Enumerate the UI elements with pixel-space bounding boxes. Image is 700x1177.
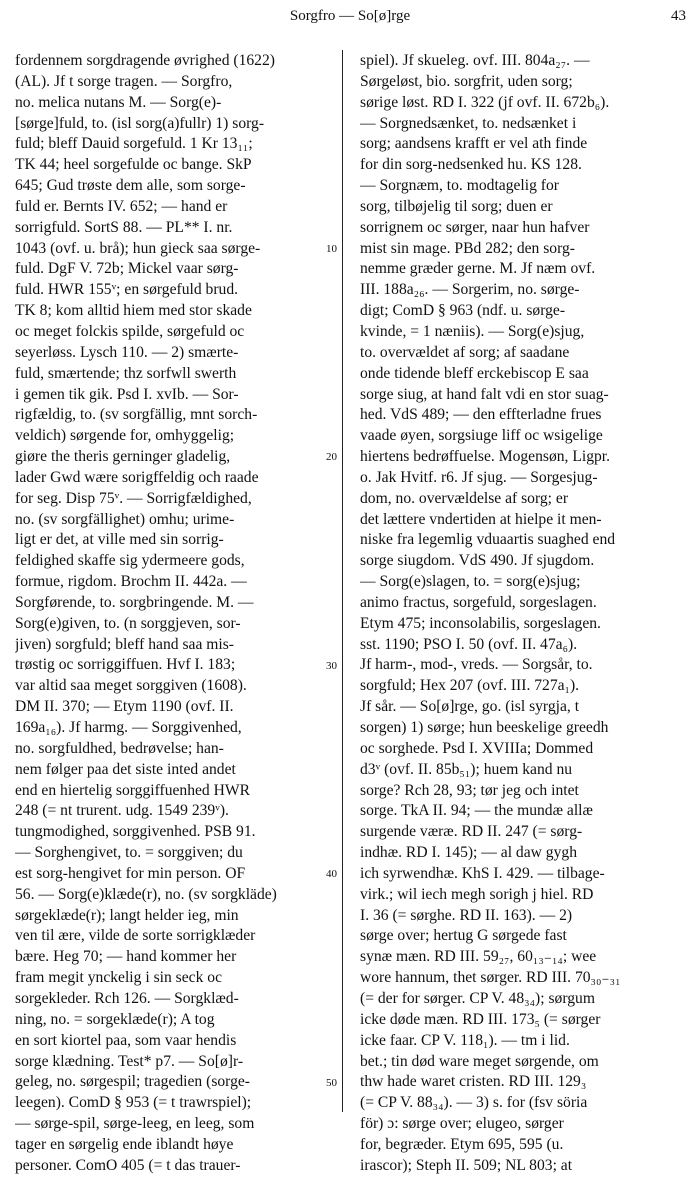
text-line: sorgekleder. Rch 126. — Sorgklæd- <box>15 989 239 1007</box>
text-line: sst. 1190; PSO I. 50 (ovf. II. 47a₆). <box>360 635 578 653</box>
text-line: sorg; aandsens krafft er vel ath finde <box>360 135 588 153</box>
text-line: ven til ære, vilde de sorte sorrigklæder <box>15 927 256 945</box>
text-line: for seg. Disp 75ᵛ. — Sorrigfældighed, <box>15 489 252 507</box>
text-line: fuld. HWR 155ᵛ; en sørgefuld brud. <box>15 281 239 299</box>
text-line: d3ᵛ (ovf. II. 85b₅₁); huem kand nu <box>360 760 573 778</box>
text-line: personer. ComO 405 (= t das trauer- <box>15 1156 241 1174</box>
text-line: leegen). ComD § 953 (= t trawrspiel); <box>15 1094 252 1112</box>
text-line: — Sorgnæm, to. modtagelig for <box>360 177 559 195</box>
text-line: wore hannum, thet sørger. RD III. 70₃₀₋₃₁ <box>360 969 621 987</box>
text-line: kvinde, = 1 næniis). — Sorg(e)sjug, <box>360 322 585 340</box>
text-line: sørige løst. RD I. 322 (jf ovf. II. 672b₆). <box>360 93 610 111</box>
line-number: 40 <box>326 868 337 881</box>
text-line: sorrigfuld. SortS 88. — PL** I. nr. <box>15 218 233 236</box>
text-line: sorgfuld; Hex 207 (ovf. III. 727a₁). <box>360 677 580 695</box>
text-line: en sort kiortel paa, som vaar hendis <box>15 1031 237 1049</box>
text-line: i gemen tik gik. Psd I. xvIb. — Sor- <box>15 385 239 403</box>
text-line: indhæ. RD I. 145); — al daw gygh <box>360 844 577 862</box>
text-line: Sørgeløst, bio. sorgfrit, uden sorg; <box>360 72 573 90</box>
text-line: sørge over; hertug G sørgede fast <box>360 927 567 945</box>
text-line: feldighed skaffe sig ydermeere gods, <box>15 552 245 570</box>
text-line: spiel). Jf skueleg. ovf. III. 804a₂₇. — <box>360 52 590 69</box>
text-line: fuld; bleff Dauid sorgefuld. 1 Kr 13₁₁; <box>15 135 253 153</box>
text-line: fordennem sorgdragende øvrighed (1622) <box>15 52 275 69</box>
text-line: TK 44; heel sorgefulde oc bange. SkP <box>15 156 252 174</box>
text-line: icke faar. CP V. 118₁). — tm i lid. <box>360 1031 570 1049</box>
text-line: nemme græder gerne. M. Jf næm ovf. <box>360 260 596 278</box>
text-line: — Sorg(e)slagen, to. = sorg(e)sjug; <box>360 573 581 591</box>
text-line: no. melica nutans M. — Sorg(e)- <box>15 93 222 111</box>
text-line: DM II. 370; — Etym 1190 (ovf. II. <box>15 698 234 716</box>
text-line: no. sorgfuldhed, bedrøvelse; han- <box>15 739 224 757</box>
text-line: end en hiertelig sorggiffuenhed HWR <box>15 781 251 799</box>
text-line: icke døde mæn. RD III. 173₅ (= sørger <box>360 1010 601 1028</box>
text-line: fuld er. Bernts IV. 652; — hand er <box>15 197 228 215</box>
text-line: trøstig oc sorriggiffuen. Hvf I. 183; <box>15 656 236 674</box>
text-line: seyerløss. Lysch 110. — 2) smærte- <box>15 343 239 361</box>
text-line: Sorg(e)given, to. (n sorggjeven, sor- <box>15 614 241 632</box>
text-line: giøre the theris gerninger gladelig, <box>15 448 231 466</box>
line-number: 50 <box>326 1076 337 1089</box>
text-line: bet.; tin død ware meget sørgende, om <box>360 1052 599 1070</box>
text-line: ning, no. = sorgeklæde(r); A tog <box>15 1010 215 1028</box>
text-line: sørgeklæde(r); langt helder ieg, min <box>15 906 239 924</box>
column-divider <box>342 50 343 1112</box>
text-line: TK 8; kom alltid hiem med stor skade <box>15 302 252 320</box>
text-line: geleg, no. sørgespil; tragedien (sorge- <box>15 1073 251 1091</box>
text-line: sorg, tilbøjelig til sorg; duen er <box>360 197 553 215</box>
text-line: sorge? Rch 28, 93; tør jeg och intet <box>360 781 579 799</box>
text-line: tungmodighed, sorggivenhed. PSB 91. <box>15 823 256 841</box>
text-line: var altid saa meget sorggiven (1608). <box>15 677 247 695</box>
text-line: I. 36 (= sørghe. RD II. 163). — 2) <box>360 906 573 924</box>
line-number: 30 <box>326 659 337 672</box>
text-line: 1043 (ovf. u. brå); hun gieck saa sørge- <box>15 239 261 257</box>
text-line: est sorg-hengivet for min person. OF <box>15 864 246 882</box>
text-line: (= der for sørger. CP V. 48₃₄); sørgum <box>360 989 595 1007</box>
text-line: 248 (= nt trurent. udg. 1549 239ᵛ). <box>15 802 229 820</box>
page-number: 43 <box>671 8 686 24</box>
text-line: sorge siug, at hand falt vdi en stor suag- <box>360 385 609 403</box>
text-line: synæ mæn. RD III. 59₂₇, 60₁₃₋₁₄; wee <box>360 948 597 966</box>
text-line: bære. Heg 70; — hand kommer her <box>15 948 237 966</box>
text-line: 169a₁₆). Jf harmg. — Sorggivenhed, <box>15 719 242 736</box>
text-line: sorge siugdom. VdS 490. Jf sjugdom. <box>360 552 595 570</box>
text-line: irascor); Steph II. 509; NL 803; at <box>360 1156 573 1174</box>
text-line: oc meget folckis spilde, sørgefuld oc <box>15 322 245 340</box>
text-line: det lættere vndertiden at hielpe it men- <box>360 510 602 528</box>
text-line: tager en sørgelig ende iblandt høye <box>15 1135 234 1153</box>
text-line: — Sorghengivet, to. = sorggiven; du <box>15 844 243 862</box>
text-line: för) ɔ: sørge over; elugeo, sørger <box>360 1115 564 1133</box>
text-line: lader Gwd wære sorigffeldig och raade <box>15 468 259 486</box>
text-line: 645; Gud trøste dem alle, som sorge- <box>15 177 246 195</box>
text-line: sorge. TkA II. 94; — the mundæ allæ <box>360 802 593 820</box>
text-line: fram megit ynckelig i sin seck oc <box>15 969 222 987</box>
left-column <box>15 51 333 1177</box>
text-line: rigfældig, to. (sv sorgfällig, mnt sorch- <box>15 406 258 424</box>
text-line: — sørge-spil, sørge-leeg, en leeg, som <box>15 1115 255 1133</box>
text-line: for, begræder. Etym 695, 595 (u. <box>360 1135 564 1153</box>
text-line: hiertens bedrøffuelse. Mogensøn, Ligpr. <box>360 448 611 466</box>
text-line: ligt er det, at ville med sin sorrig- <box>15 531 224 549</box>
text-line: Etym 475; inconsolabilis, sorgeslagen. <box>360 614 601 632</box>
text-line: veldich) sørgende for, omhyggelig; <box>15 427 235 445</box>
text-line: mist sin mage. PBd 282; den sorg- <box>360 239 575 257</box>
text-line: niske fra legemlig vduaartis suaghed end <box>360 531 616 549</box>
text-line: sorgen) 1) sørge; hun beeskelige greedh <box>360 719 609 736</box>
text-line: 56. — Sorg(e)klæde(r), no. (sv sorgkläde) <box>15 885 277 903</box>
right-column <box>360 51 686 1177</box>
text-line: nem følger paa det siste inted andet <box>15 760 236 778</box>
text-line: Jf sår. — So[ø]rge, go. (isl syrgja, t <box>360 698 580 716</box>
text-line: animo fractus, sorgefuld, sorgeslagen. <box>360 593 597 611</box>
text-line: digt; ComD § 963 (ndf. u. sørge- <box>360 302 566 320</box>
text-line: for din sorg-nedsenked hu. KS 128. <box>360 156 582 174</box>
text-line: [sørge]fuld, to. (isl sorg(a)fullr) 1) sorg- <box>15 114 265 132</box>
text-line: surgende væræ. RD II. 247 (= sørg- <box>360 823 583 841</box>
text-line: III. 188a₂₆. — Sorgerim, no. sørge- <box>360 281 580 299</box>
line-number: 20 <box>326 451 337 464</box>
text-line: o. Jak Hvitf. r6. Jf sjug. — Sorgesjug- <box>360 468 598 486</box>
text-line: (= CP V. 88₃₄). — 3) s. for (fsv söria <box>360 1094 588 1112</box>
text-line: Jf harm-, mod-, vreds. — Sorgsår, to. <box>360 656 593 674</box>
text-line: fuld, smærtende; thz sorfwll swerth <box>15 364 237 382</box>
text-line: fuld. DgF V. 72b; Mickel vaar sørg- <box>15 260 239 278</box>
text-line: to. overvældet af sorg; af saadane <box>360 343 570 361</box>
text-line: oc sorghede. Psd I. XVIIIa; Dommed <box>360 739 594 757</box>
running-title: Sorgfro — So[ø]rge <box>289 8 411 24</box>
text-line: dom, no. overvældelse af sorg; er <box>360 489 569 507</box>
text-line: no. (sv sorgfällighet) omhu; urime- <box>15 510 235 528</box>
text-line: hed. VdS 489; — den effterladne frues <box>360 406 602 424</box>
running-head <box>0 8 700 28</box>
text-line: sorge klædning. Test* p7. — So[ø]r- <box>15 1052 244 1070</box>
text-line: formue, rigdom. Brochm II. 442a. — <box>15 573 247 591</box>
text-line: Sorgførende, to. sorgbringende. M. — <box>15 593 254 611</box>
text-line: onde tidende bleff erckebiscop E saa <box>360 364 589 382</box>
line-number: 10 <box>326 242 337 255</box>
text-line: ich syrwendhæ. KhS I. 429. — tilbage- <box>360 864 605 882</box>
text-line: — Sorgnedsænket, to. nedsænket i <box>360 114 577 132</box>
text-line: sorrignem oc sørger, naar hun hafver <box>360 218 590 236</box>
text-line: (AL). Jf t sorge tragen. — Sorgfro, <box>15 72 233 90</box>
text-line: jiven) sorgfuld; bleff hand saa mis- <box>15 635 234 653</box>
text-line: virk.; wil iech megh sorigh j hiel. RD <box>360 885 594 903</box>
text-line: thw hade waret cristen. RD III. 129₃ <box>360 1073 587 1091</box>
text-line: vaade øyen, sorgsiuge liff oc wsigelige <box>360 427 603 445</box>
